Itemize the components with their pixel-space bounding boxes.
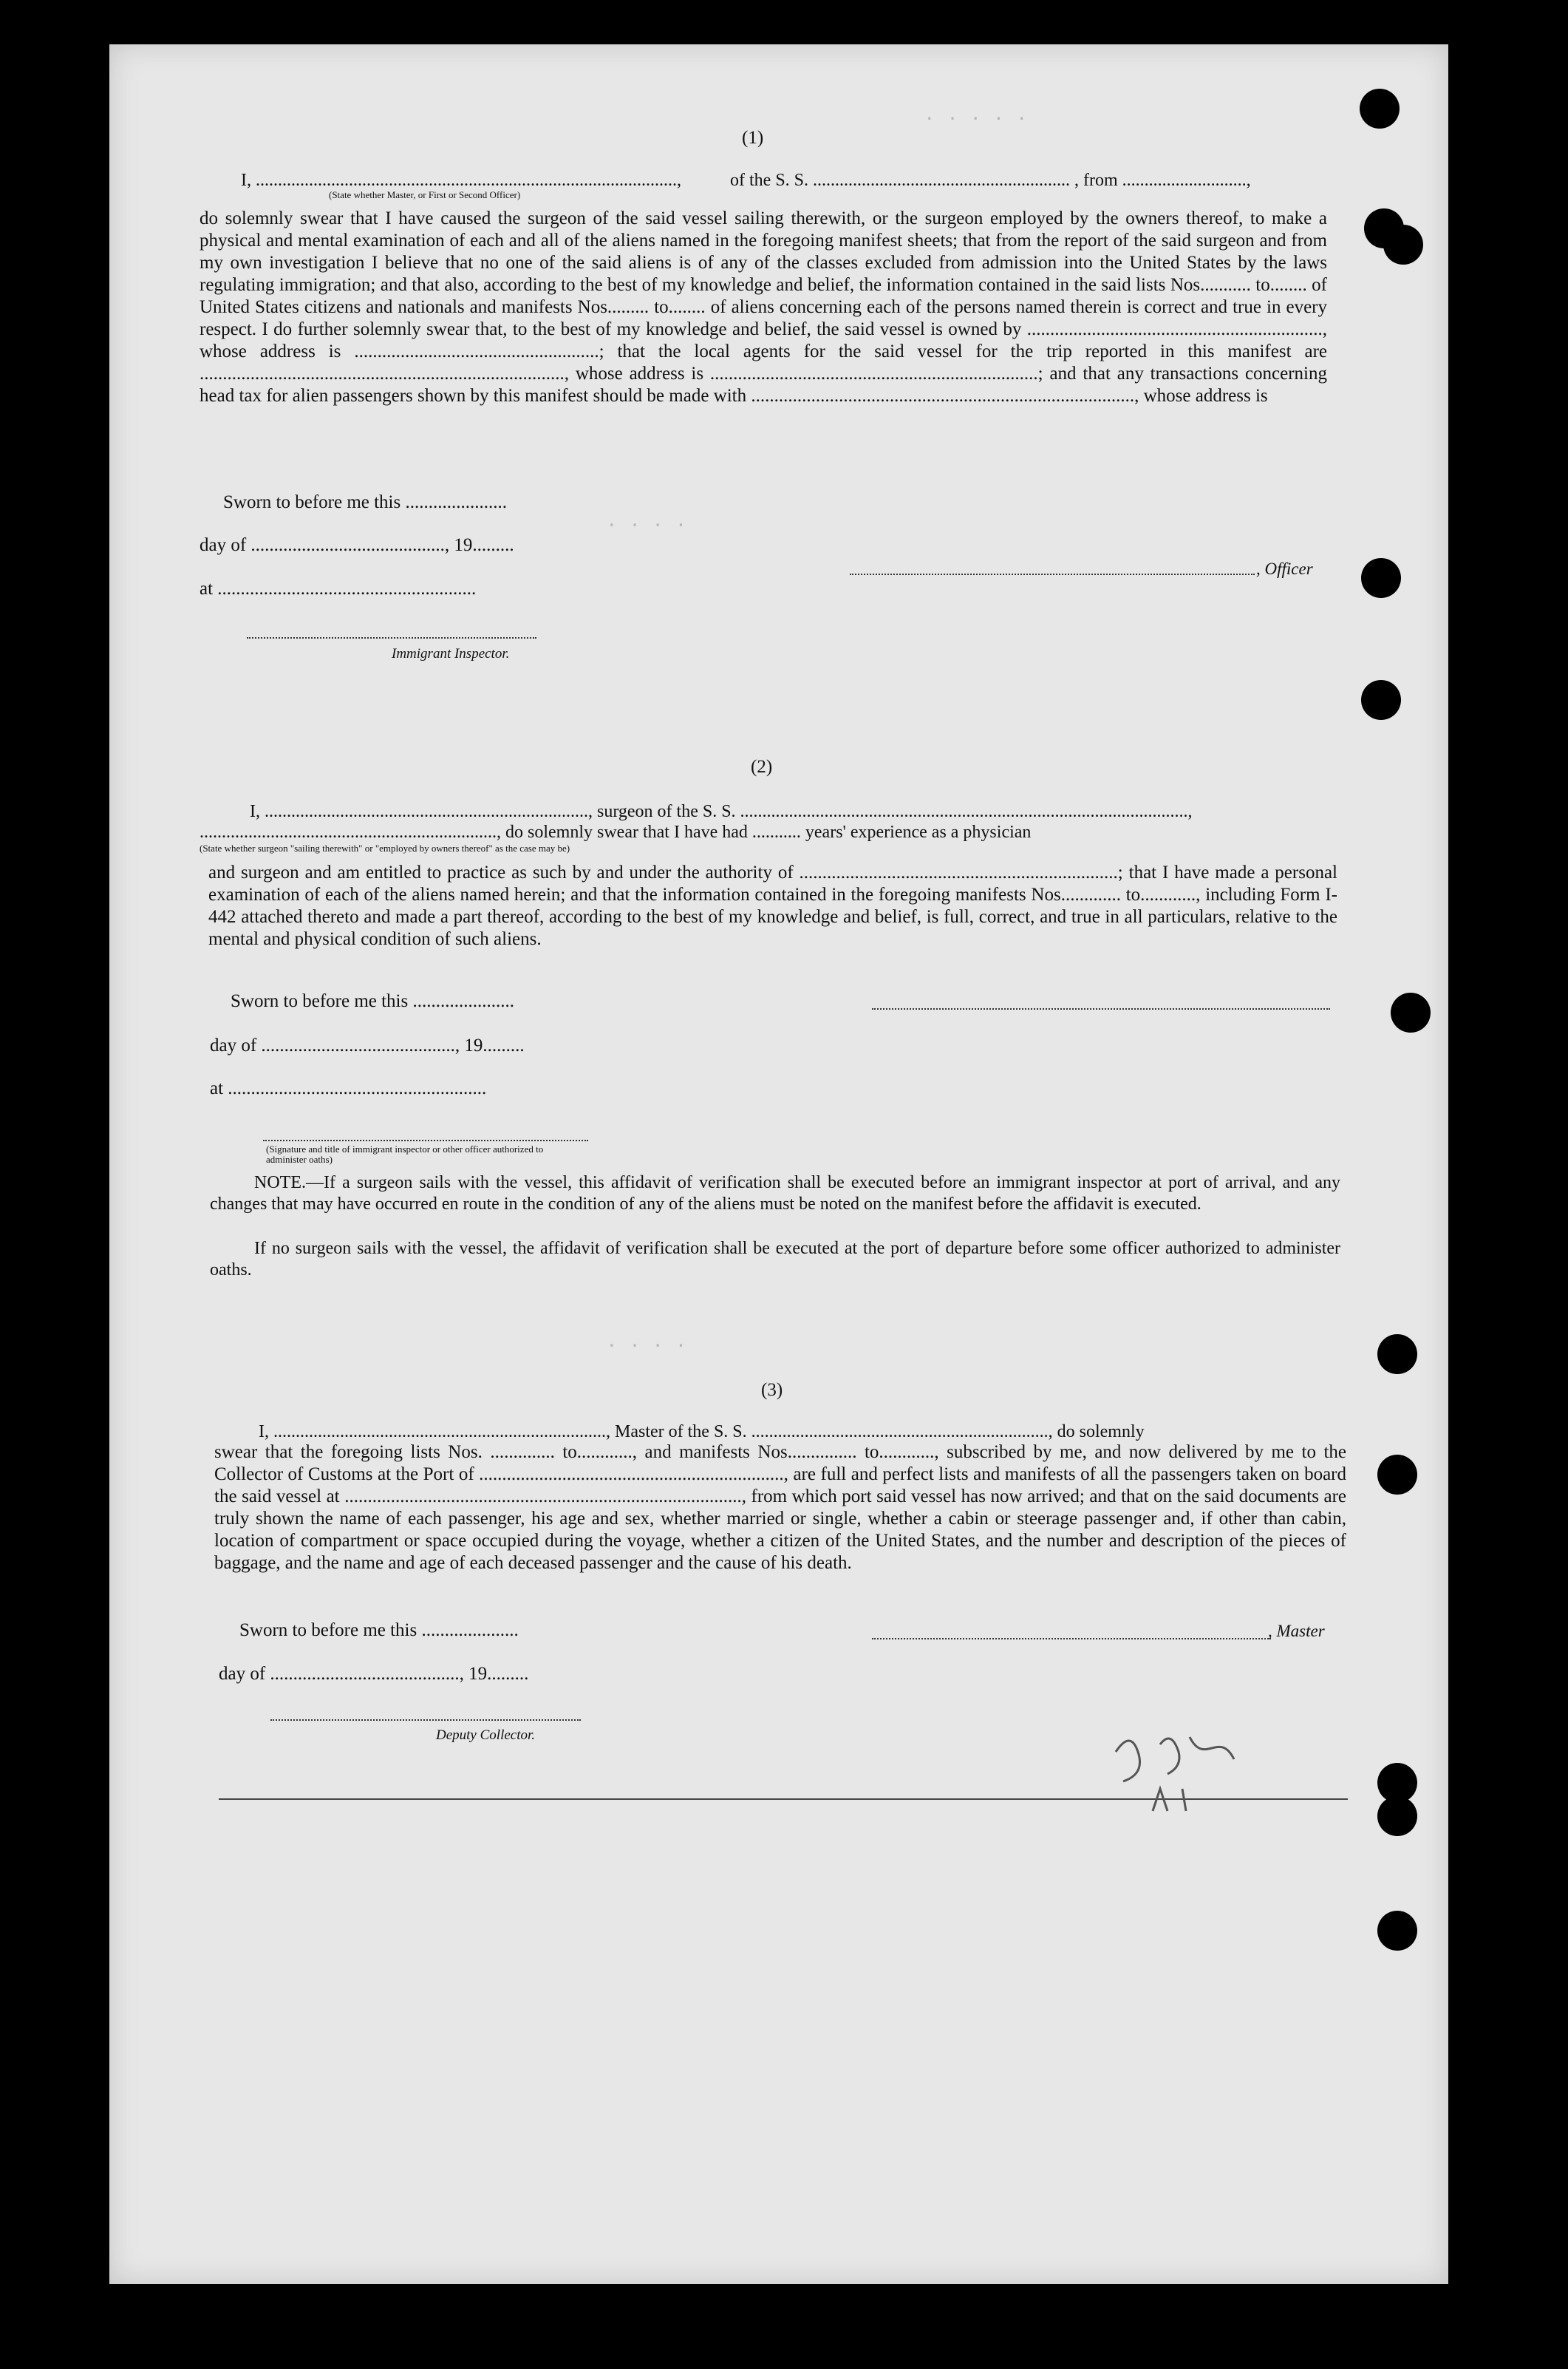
bleed-through-text: . . . . . bbox=[924, 103, 1028, 126]
signature-line bbox=[263, 1140, 588, 1141]
oath-body: and surgeon and am entitled to practice as such by and under the authority of .....................................................................; that I have made a personal examination of each of the aliens named herein; and that the information contained in the foregoing manifests Nos............. to............, including Form I-442 attached thereto and made a part thereof, according to the best of my knowledge and belief, is full, correct, and true in all particulars, relative to the mental and physical condition of such aliens. bbox=[208, 863, 1337, 949]
note: If no surgeon sails with the vessel, the affidavit of verification shall be executed at the port of departure before some officer authorized to administer oaths. bbox=[210, 1239, 1340, 1279]
punch-hole bbox=[1377, 1796, 1417, 1836]
master-signature-line bbox=[872, 1638, 1271, 1639]
oath-line: I, ........................................................................., surgeon of the S. S. ....................................................................................................., bbox=[250, 802, 1193, 821]
day-line: day of ........................................., 19......... bbox=[219, 1664, 529, 1684]
section-number: (2) bbox=[751, 757, 773, 777]
master-label: , Master bbox=[1268, 1622, 1325, 1640]
punch-hole bbox=[1360, 89, 1400, 129]
pencil-marks bbox=[1108, 1722, 1345, 1841]
punch-hole bbox=[1383, 225, 1423, 265]
officer-signature-line bbox=[850, 574, 1255, 575]
officer-signature-line bbox=[872, 1008, 1330, 1010]
punch-hole bbox=[1377, 1334, 1417, 1374]
punch-hole bbox=[1391, 993, 1431, 1033]
at-line: at ........................................................ bbox=[210, 1078, 487, 1098]
inspector-title: Immigrant Inspector. bbox=[392, 646, 510, 662]
officer-label: , Officer bbox=[1256, 560, 1313, 578]
signature-line bbox=[270, 1719, 581, 1721]
signature-caption: (Signature and title of immigrant inspector or other officer authorized to administer oaths) bbox=[266, 1143, 544, 1165]
punch-hole bbox=[1361, 558, 1401, 598]
punch-hole bbox=[1377, 1455, 1417, 1495]
collector-title: Deputy Collector. bbox=[436, 1727, 536, 1743]
section-number: (3) bbox=[761, 1380, 783, 1400]
oath-line: I, ..........................................................................., Master of the S. S. ..................................................................., do solemnly bbox=[259, 1422, 1145, 1441]
oath-body: do solemnly swear that I have caused the surgeon of the said vessel sailing therewith, or the surgeon employed by the owners thereof, to make a physical and mental examination of each and all of the aliens named in the foregoing manifest sheets; that from the report of the said surgeon and from my own investigation I believe that no one of the said aliens is of any of the classes excluded from admission into the United States by the laws regulating immigration; and that also, according to the best of my knowledge and belief, the information contained in the said lists Nos........... to........ of United States citizens and nationals and manifests Nos......... to........ of aliens concerning each of the persons named therein is correct and true in every respect. I do further solemnly swear that, to the best of my knowledge and belief, the said vessel is owned by ................................................................, whose address is .....................................................; that the local agents for the said vessel for the trip reported in this manifest are ..............................................................................., whose address is .......................................................................; and that any transactions concerning head tax for alien passengers shown by this manifest should be made with ..................................................................................., whose address is bbox=[200, 208, 1327, 406]
oath-body: swear that the foregoing lists Nos. .............. to............, and manifests Nos............... to............, subscribed by me, and now delivered by me to the Collector of Customs at the Port of .................................................................., are full and perfect lists and manifests of all the passengers taken on board the said vessel at ......................................................................................, from which port said vessel has now arrived; and that on the said documents are truly shown the name of each passenger, his age and sex, whether married or single, whether a cabin or steerage passenger and, if other than cabin, location of compartment or space occupied during the voyage, whether a citizen of the United States, and the number and description of the pieces of baggage, and the name and age of each deceased passenger and the cause of his death. bbox=[214, 1442, 1346, 1573]
section-number: (1) bbox=[742, 128, 764, 148]
sworn-line: Sworn to before me this ...................... bbox=[223, 492, 507, 512]
at-line: at ........................................................ bbox=[200, 579, 477, 599]
bleed-through-text: . . . . bbox=[606, 1330, 687, 1353]
bleed-through-text: . . . . bbox=[606, 510, 687, 532]
oath-line: I, ..............................................................................................., bbox=[241, 171, 681, 190]
oath-line: ..................................................................., do solemnly swear that I have had ........... years' experience as a physician bbox=[200, 823, 1032, 842]
field-caption: (State whether Master, or First or Second Officer) bbox=[329, 189, 521, 200]
signature-line bbox=[247, 637, 536, 639]
punch-hole bbox=[1361, 680, 1401, 720]
note: NOTE.—If a surgeon sails with the vessel, this affidavit of verification shall be executed before an immigrant inspector at port of arrival, and any changes that may have occurred en route in the condition of any of the aliens must be noted on the manifest before the affidavit is executed. bbox=[210, 1173, 1340, 1214]
punch-hole bbox=[1377, 1911, 1417, 1951]
sworn-line: Sworn to before me this ..................... bbox=[239, 1620, 519, 1640]
day-line: day of .........................................., 19......... bbox=[210, 1036, 525, 1056]
sworn-line: Sworn to before me this ...................... bbox=[231, 991, 514, 1011]
day-line: day of .........................................., 19......... bbox=[200, 535, 514, 555]
oath-line: of the S. S. .......................................................... , from ............................, bbox=[730, 171, 1251, 190]
field-caption: (State whether surgeon "sailing therewith" or "employed by owners thereof" as the case may be) bbox=[200, 843, 570, 854]
